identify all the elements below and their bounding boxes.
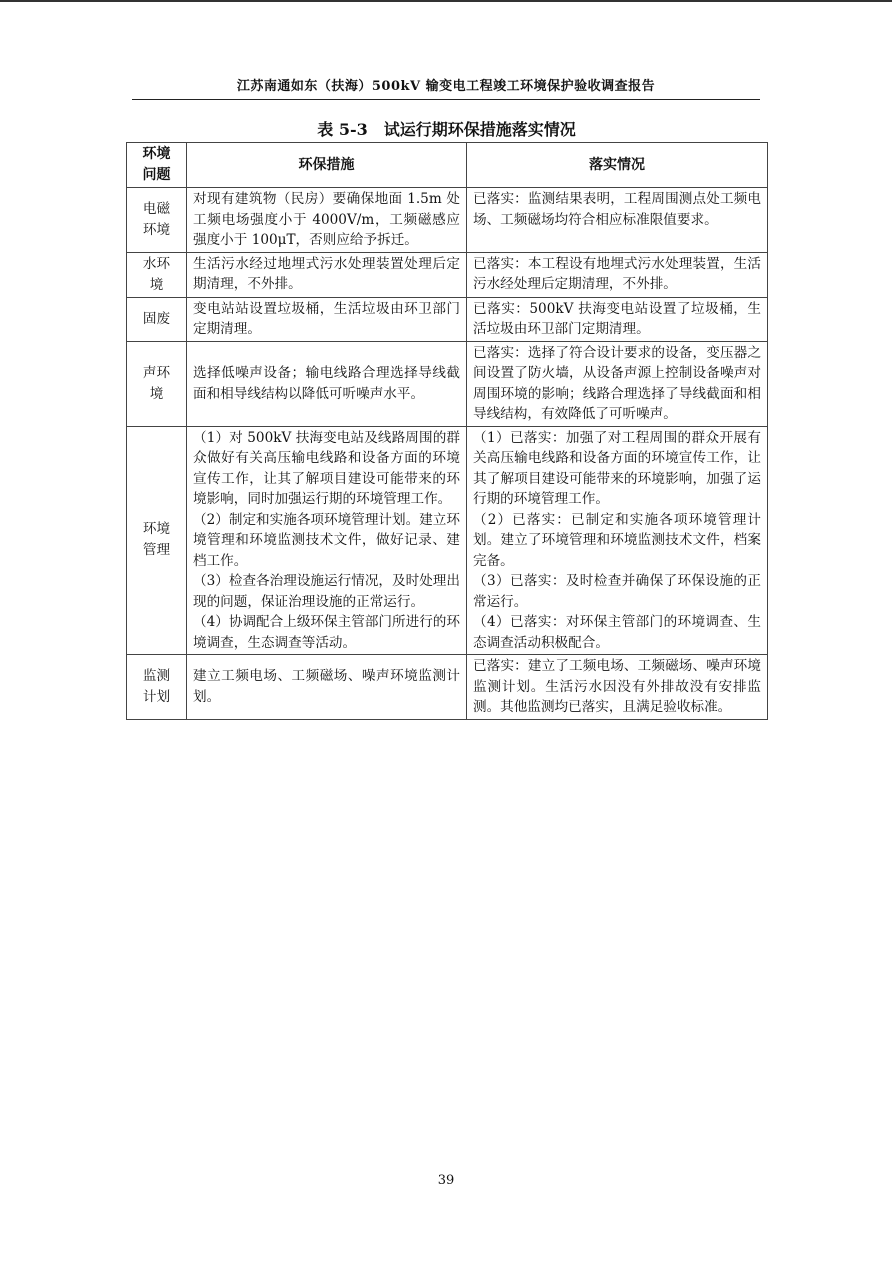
table-row (127, 252, 768, 297)
row-issue-cell (127, 655, 187, 720)
table-row (127, 655, 768, 720)
row-status-cell (467, 426, 768, 655)
row-measures-cell (187, 252, 467, 297)
row-issue-cell (127, 426, 187, 655)
column-header-issue: 环境问题 (127, 143, 187, 188)
row-issue-label: 水环境 (142, 255, 171, 293)
measure-item: 选择低噪声设备；输电线路合理选择导线截面和相导线结构以降低可听噪声水平。 (193, 365, 460, 402)
measure-item: （3）检查各治理设施运行情况，及时处理出现的问题，保证治理设施的正常运行。 (193, 573, 460, 610)
row-measures-cell (187, 426, 467, 655)
row-status-cell (467, 252, 768, 297)
row-status-cell (467, 188, 768, 253)
measure-item: （1）对 500kV 扶海变电站及线路周围的群众做好有关高压输电线路和设备方面的环境宣传工作，让其了解项目建设可能带来的环境影响，同时加强运行期的环境管理工作。 (193, 429, 460, 507)
measure-item: 生活污水经过地埋式污水处理装置处理后定期清理，不外排。 (193, 255, 460, 292)
measure-item: 对现有建筑物（民房）要确保地面 1.5m 处工频电场强度小于 4000V/m，工频磁感应强度小于 100μT，否则应给予拆迁。 (193, 191, 460, 248)
header-rule (132, 99, 760, 100)
table-row (127, 188, 768, 253)
status-item: 已落实：建立了工频电场、工频磁场、噪声环境监测计划。生活污水因没有外排故没有安排监测。其他监测均已落实，且满足验收标准。 (473, 658, 761, 715)
status-item: 已落实：本工程设有地埋式污水处理装置，生活污水经处理后定期清理，不外排。 (473, 255, 761, 292)
page-number: 39 (437, 1173, 455, 1188)
status-item: 已落实：监测结果表明，工程周围测点处工频电场、工频磁场均符合相应标准限值要求。 (473, 191, 761, 228)
row-issue-cell (127, 188, 187, 253)
table-row (127, 297, 768, 341)
row-issue-label: 固废 (142, 310, 171, 327)
status-item: （1）已落实：加强了对工程周围的群众开展有关高压输电线路和设备方面的环境宣传工作，让其了解项目建设可能带来的环境影响，加强了运行期的环境管理工作。 (473, 429, 761, 507)
row-issue-label: 声环境 (142, 364, 171, 402)
row-measures-cell (187, 297, 467, 341)
status-item: 已落实：选择了符合设计要求的设备，变压器之间设置了防火墙，从设备声源上控制设备噪声对周围环境的影响；线路合理选择了导线截面和相导线结构，有效降低了可听噪声。 (473, 344, 761, 422)
table-body (127, 188, 768, 720)
row-measures-cell (187, 655, 467, 720)
table-row (127, 341, 768, 426)
column-header-status: 落实情况 (467, 143, 768, 188)
table-row (127, 426, 768, 655)
row-measures-cell (187, 341, 467, 426)
measure-item: （2）制定和实施各项环境管理计划。建立环境管理和环境监测技术文件，做好记录、建档工作。 (193, 511, 460, 569)
running-header: 江苏南通如东（扶海）500kV 输变电工程竣工环境保护验收调查报告 (236, 79, 656, 94)
measure-item: （4）协调配合上级环保主管部门所进行的环境调查，生态调查等活动。 (193, 614, 460, 651)
row-issue-label: 监测计划 (142, 667, 171, 705)
measure-item: 建立工频电场、工频磁场、噪声环境监测计划。 (193, 668, 460, 705)
column-header-measures: 环保措施 (187, 143, 467, 188)
status-item: （3）已落实：及时检查并确保了环保设施的正常运行。 (473, 573, 761, 610)
table-title: 表 5-3 试运行期环保措施落实情况 (317, 120, 576, 139)
row-status-cell (467, 341, 768, 426)
row-issue-label: 电磁环境 (142, 200, 171, 238)
row-status-cell (467, 297, 768, 341)
status-item: 已落实：500kV 扶海变电站设置了垃圾桶，生活垃圾由环卫部门定期清理。 (473, 300, 761, 337)
row-issue-cell (127, 341, 187, 426)
page-top-border (0, 0, 892, 2)
table-header-row (127, 143, 768, 188)
row-status-cell (467, 655, 768, 720)
row-issue-cell (127, 297, 187, 341)
row-measures-cell (187, 188, 467, 253)
status-item: （4）已落实：对环保主管部门的环境调查、生态调查活动积极配合。 (473, 614, 761, 651)
row-issue-cell (127, 252, 187, 297)
measures-table (126, 142, 768, 720)
row-issue-label: 环境管理 (142, 521, 171, 559)
status-item: （2）已落实：已制定和实施各项环境管理计划。建立了环境管理和环境监测技术文件，档案完备。 (473, 511, 761, 569)
measure-item: 变电站站设置垃圾桶，生活垃圾由环卫部门定期清理。 (193, 300, 460, 337)
